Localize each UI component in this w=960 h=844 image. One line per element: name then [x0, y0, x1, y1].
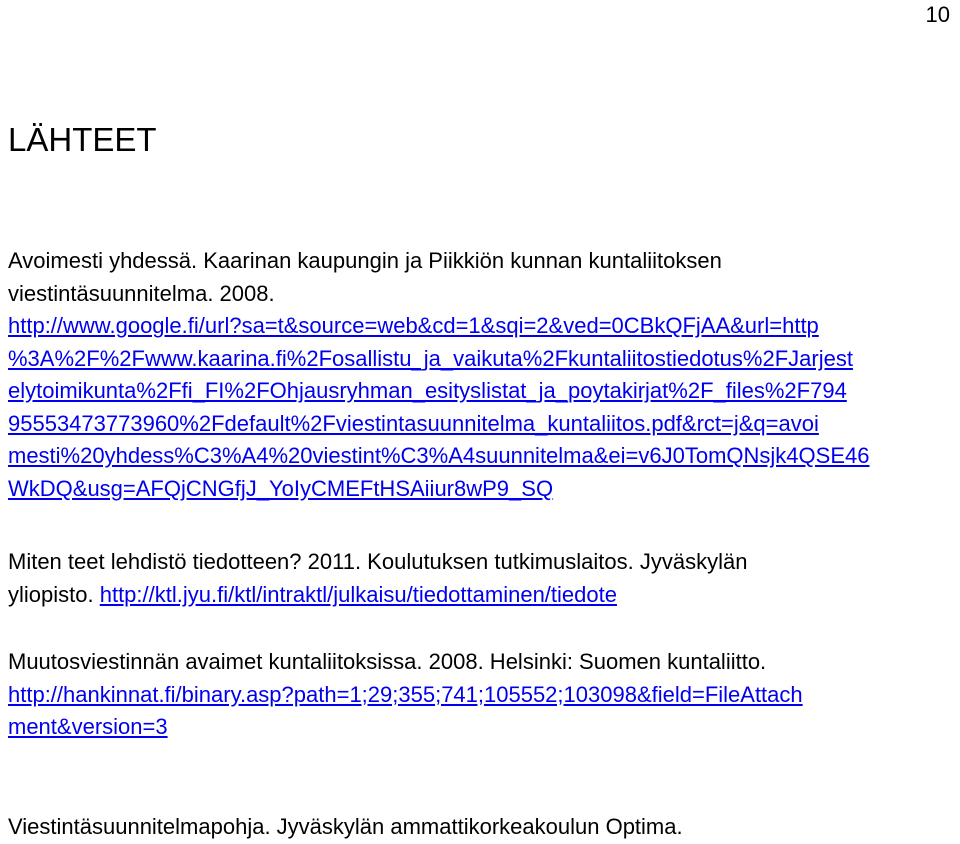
reference-text: Muutosviestinnän avaimet kuntaliitoksissa. 2008. Helsinki: Suomen kuntaliitto. — [8, 649, 767, 674]
reference-text: viestintäsuunnitelma. 2008. — [8, 280, 275, 306]
reference-link[interactable]: 95553473773960%2Fdefault%2Fviestintasuunnitelma_kuntaliitos.pdf&rct=j&q=avoi — [8, 410, 819, 436]
reference-link[interactable]: WkDQ&usg=AFQjCNGfjJ_YoIyCMEFtHSAiiur8wP9_SQ — [8, 475, 554, 501]
reference-line — [8, 579, 747, 612]
reference-link[interactable]: %3A%2F%2Fwww.kaarina.fi%2Fosallistu_ja_vaikuta%2Fkuntaliitostiedotus%2FJarjest — [8, 345, 853, 371]
page-number: 10 — [925, 2, 950, 27]
page-title: LÄHTEET — [8, 121, 157, 158]
reference-link[interactable]: http://www.google.fi/url?sa=t&source=web&cd=1&sqi=2&ved=0CBkQFjAA&url=http — [8, 313, 819, 338]
reference-link[interactable]: elytoimikunta%2Ffi_FI%2FOhjausryhman_esityslistat_ja_poytakirjat%2F_files%2F794 — [8, 378, 847, 403]
reference-item — [8, 646, 803, 744]
reference-link[interactable]: http://ktl.jyu.fi/ktl/intraktl/julkaisu/tiedottaminen/tiedote — [99, 581, 617, 607]
reference-link[interactable]: mesti%20yhdess%C3%A4%20viestint%C3%A4suunnitelma&ei=v6J0TomQNsjk4QSE46 — [8, 443, 870, 468]
reference-link[interactable]: ment&version=3 — [8, 714, 168, 739]
reference-item — [8, 245, 953, 505]
reference-item — [8, 546, 747, 611]
reference-text: Viestintäsuunnitelmapohja. Jyväskylän ammattikorkeakoulun Optima. — [8, 814, 683, 839]
reference-text: Avoimesti yhdessä. Kaarinan kaupungin ja Piikkiön kunnan kuntaliitoksen — [8, 248, 722, 273]
reference-text: yliopisto. — [8, 581, 100, 607]
reference-list — [8, 245, 953, 839]
reference-text: Miten teet lehdistö tiedotteen? 2011. Koulutuksen tutkimuslaitos. Jyväskylän — [8, 549, 748, 574]
reference-item — [8, 811, 683, 844]
reference-link[interactable]: http://hankinnat.fi/binary.asp?path=1;29;355;741;105552;103098&field=FileAttach — [8, 681, 803, 707]
